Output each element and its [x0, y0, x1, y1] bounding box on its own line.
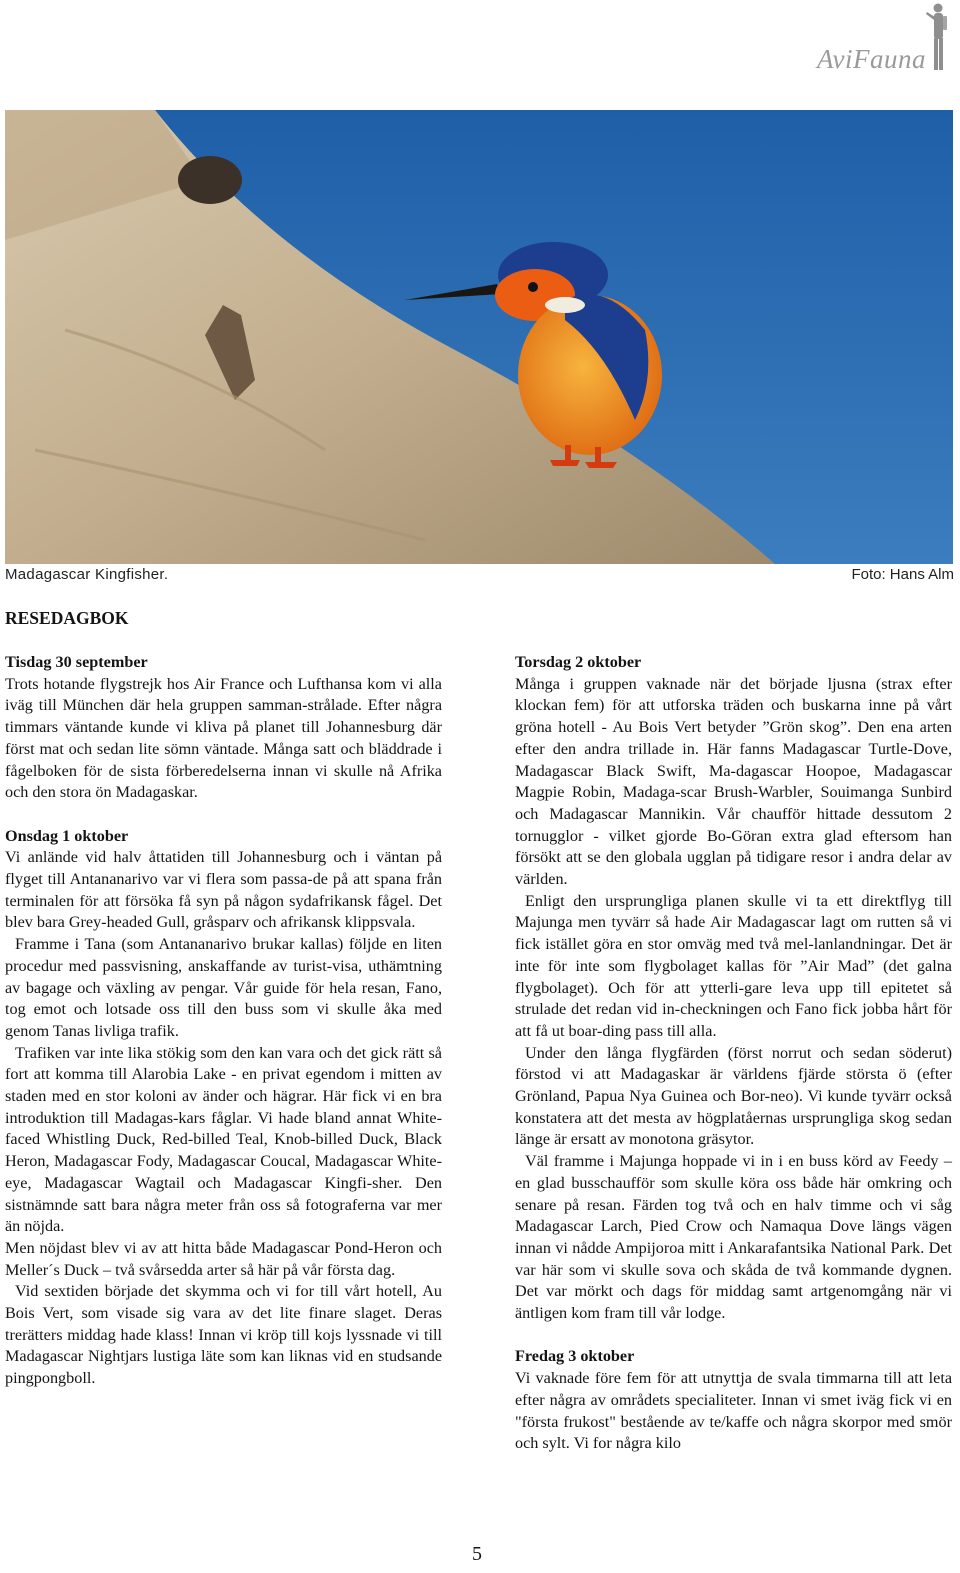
paragraph: Vid sextiden började det skymma och vi for till vårt hotell, Au Bois Vert, som visade sig vara av det lite finare slaget. Deras trerätters middag hade klass! Innan vi kröp till kojs lyssnade vi till Madagascar Nightjars lustiga läte som kan liknas vid en studsande pingpongboll.	[5, 1282, 442, 1388]
page-number: 5	[472, 1543, 482, 1565]
paragraph: Väl framme i Majunga hoppade vi in i en buss körd av Feedy – en glad busschaufför som skulle köra oss både här omkring och senare på resan. Färden tog två och en halv timme och vi såg Madagascar Larch, Pied Crow och Namaqua Dove längs vägen innan vi nådde Ampijoroa mitt i Ankarafantsika National Park. Det var här som vi skulle sova och skåda de två kommande dygnen. Det var mörkt och dags för middag samt artgenomgång när vi äntligen kom fram till vår lodge.	[515, 1152, 952, 1323]
paragraph: Vi vaknade före fem för att utnyttja de svala timmarna till att leta efter några av områdets specialiteter. Innan vi smet iväg fick vi en "första frukost" bestående av te/kaffe och några skorpor med smör och sylt. Vi for några kilo	[515, 1369, 952, 1453]
avifauna-logo	[780, 2, 956, 78]
day-heading: Tisdag 30 september	[5, 653, 148, 671]
paragraph: Trafiken var inte lika stökig som den kan vara och det gick rätt så fort att komma till Alarobia Lake - en privat egendom i mitten av staden med en stor koloni av änder och hägrar. Här fick vi en bra introduktion till Madagas-kars fåglar. Vi hade bland annat White-faced Whistling Duck, Red-billed Teal, Knob-billed Duck, Black Heron, Madagascar Fody, Madagascar Coucal, Madagascar White-eye, Madagascar Wagtail och Madagascar Kingfi-sher. Den sistnämnde satt bara några meter från oss så fotograferna var mer än nöjda.	[5, 1043, 442, 1236]
paragraph: Men nöjdast blev vi av att hitta både Madagascar Pond-Heron och Meller´s Duck – två svårsedda arter så här på vår första dag.	[5, 1238, 442, 1279]
paragraph: Enligt den ursprungliga planen skulle vi ta ett direktflyg till Majunga men tyvärr så hade Air Madagascar lagt om rutten så vi fick istället göra en stor omväg med två mel-lanlandningar. Det är inte för inte som flygbolaget kallas för ”Air Mad” (det galna flygbolaget). Och för att ytterli-gare leva upp till epitetet så strulade det redan vid in-checkningen och Fano fick jobba hårt för att få ut boar-ding pass till alla.	[515, 891, 952, 1040]
document-title: RESEDAGBOK	[5, 608, 129, 628]
birdwatcher-figure-icon	[922, 2, 950, 74]
photo-caption: Madagascar Kingfisher.	[5, 566, 169, 583]
left-column	[5, 652, 442, 1390]
photo-credit: Foto: Hans Alm	[851, 566, 954, 583]
logo-wordmark: AviFauna	[817, 44, 926, 74]
paragraph: Trots hotande flygstrejk hos Air France och Lufthansa kom vi alla iväg till München där hela gruppen samman-strålade. Efter några timmars väntande kunde vi kliva på planet till Johannesburg där först mat och sedan lite sömn väntade. Många satt och bläddrade i fågelboken för de sista förberedelserna innan vi skulle nå Afrika och den stora ön Madagaskar.	[5, 674, 442, 802]
paragraph: Under den långa flygfärden (först norrut och sedan söderut) förstod vi att Madagaskar är världens fjärde största ö (efter Grönland, Papua Nya Guinea och Bor-neo). Vi kunde tyvärr också konstatera att det mesta av högplatåernas ursprungliga skog sedan länge är ersatt av monotona gräsytor.	[515, 1043, 952, 1149]
day-heading: Onsdag 1 oktober	[5, 826, 129, 845]
day-heading: Fredag 3 oktober	[515, 1347, 635, 1366]
paragraph: Många i gruppen vaknade när det började ljusna (strax efter klockan fem) för att utforska träden och buskarna inne på vårt gröna hotell - Au Bois Vert betyder ”Grön skog”. Den ena arten efter den andra trillade in. Här fanns Madagascar Turtle-Dove, Madagascar Black Swift, Ma-dagascar Hoopoe, Madagascar Magpie Robin, Madaga-scar Brush-Warbler, Souimanga Sunbird och Madagascar Mannikin. Vår chaufför hittade dessutom 2 tornugglor - vilket gjorde Bo-Göran extra glad eftersom han försökt att se den globala ugglan på tidigare resor i andra delar av världen.	[515, 674, 952, 889]
paragraph: Framme i Tana (som Antananarivo brukar kallas) följde en liten procedur med passvisning, anskaffande av turist-visa, uthämtning av bagage och växling av pengar. Vår guide för hela resan, Fano, tog emot och lotsade oss till den buss som vi skulle åka med genom Tanas livliga trafik.	[5, 935, 442, 1040]
right-column	[515, 652, 952, 1455]
kingfisher-photo	[5, 110, 953, 564]
day-heading: Torsdag 2 oktober	[515, 653, 642, 671]
paragraph: Vi anlände vid halv åttatiden till Johannesburg och i väntan på flyget till Antananarivo var vi flera som passa-de på att spana från terminalen för att försöka få syn på någon sydafrikansk fågel. Det blev bara Grey-headed Gull, gråsparv och afrikansk klippsvala.	[5, 848, 442, 932]
